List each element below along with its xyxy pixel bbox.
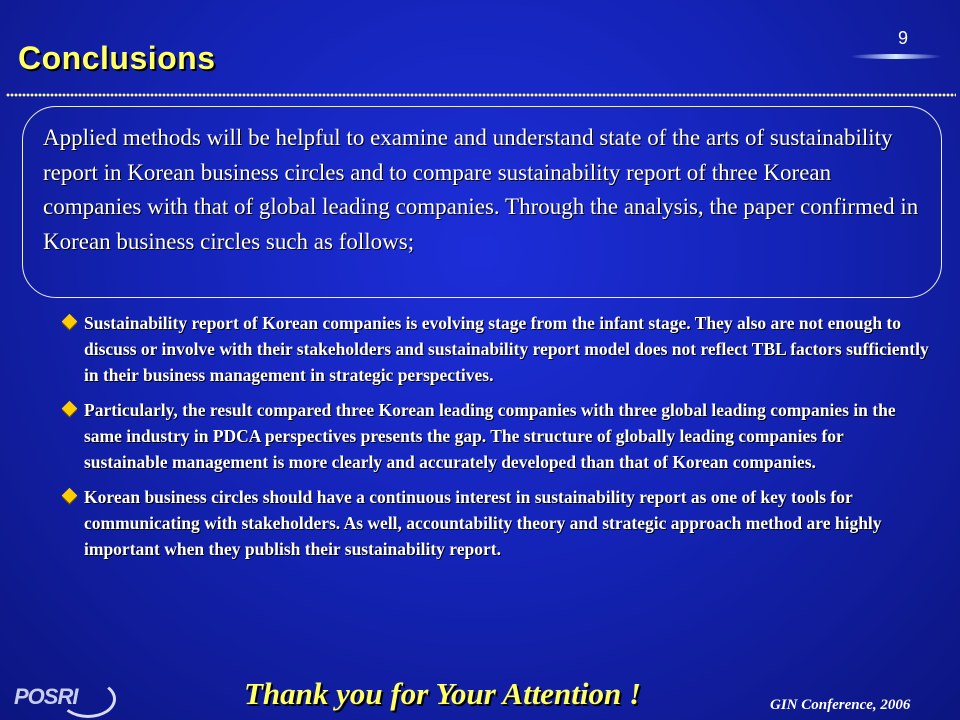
bullet-text: Sustainability report of Korean companies is evolving stage from the infant stage. They also are not enough to discuss or involve with their stakeholders and sustainability report model does not reflect TBL factors sufficiently in their business management in strategic perspectives. xyxy=(84,313,929,385)
footer-conference: GIN Conference, 2006 xyxy=(770,697,911,713)
intro-text: Applied methods will be helpful to examine and understand state of the arts of sustainability report in Korean business circles and to compare sustainability report of three Korean companies with that of global leading companies. Through the analysis, the paper confirmed in Korean business circles such as follows; xyxy=(43,125,919,254)
page-number-underline xyxy=(850,54,942,59)
page-number: 9 xyxy=(897,28,908,48)
bullet-item xyxy=(60,484,930,562)
bullet-text: Korean business circles should have a continuous interest in sustainability report as one of key tools for communicating with stakeholders. As well, accountability theory and strategic approach method are highly important when they publish their sustainability report. xyxy=(84,487,882,559)
diamond-bullet-icon xyxy=(60,397,84,417)
diamond-bullet-icon xyxy=(60,484,84,504)
dotted-divider xyxy=(6,92,956,98)
diamond-bullet-icon xyxy=(60,310,84,330)
bullet-text: Particularly, the result compared three Korean leading companies with three global leading companies in the same industry in PDCA perspectives presents the gap. The structure of globally leading companies for sustainable management is more clearly and accurately developed than that of Korean companies. xyxy=(84,400,896,472)
posri-logo xyxy=(8,676,112,716)
bullet-item xyxy=(60,397,930,475)
bullet-item xyxy=(60,310,930,388)
bullet-list xyxy=(60,310,930,571)
intro-box xyxy=(22,106,942,298)
slide-title: Conclusions xyxy=(18,40,216,76)
logo-swoosh-icon xyxy=(60,680,116,718)
closing-text: Thank you for Your Attention ! xyxy=(244,676,642,711)
logo-text: POSRI xyxy=(14,684,78,709)
